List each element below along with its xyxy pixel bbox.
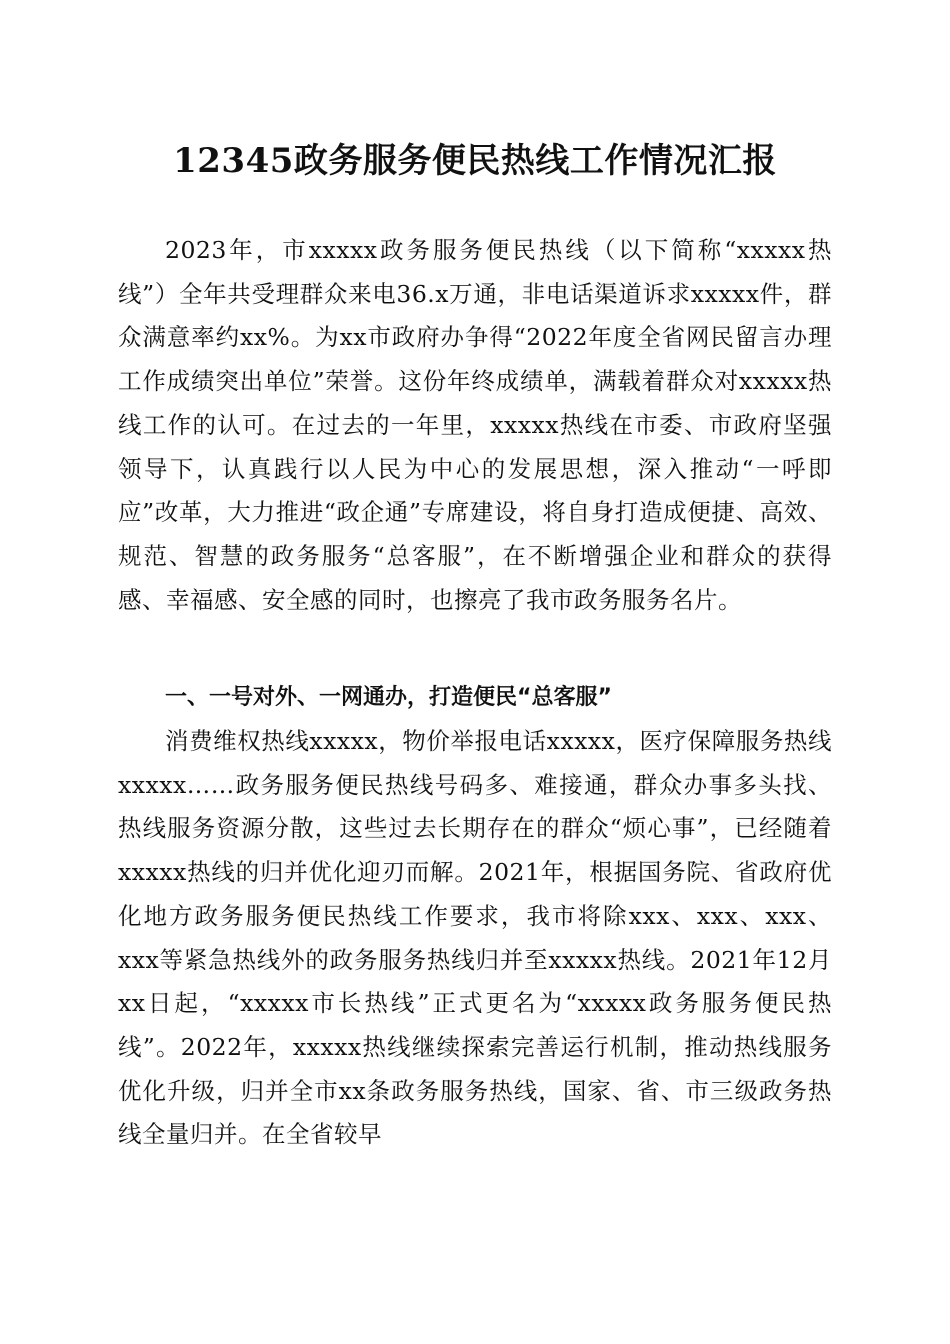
- document-title: 12345政务服务便民热线工作情况汇报: [173, 141, 777, 181]
- paragraph-section-1: 消费维权热线xxxxx，物价举报电话xxxxx，医疗保障服务热线xxxxx……政务服务便民热线号码多、难接通，群众办事多头找、热线服务资源分散，这些过去长期存在的群众“烦心事”，已经随着xxxxx热线的归并优化迎刃而解。2021年，根据国务院、省政府优化地方政务服务便民热线工作要求，我市将除xxx、xxx、xxx、xxx等紧急热线外的政务服务热线归并至xxxxx热线。2021年12月xx日起，“xxxxx市长热线”正式更名为“xxxxx政务服务便民热线”。2022年，xxxxx热线继续探索完善运行机制，推动热线服务优化升级，归并全市xx条政务服务热线，国家、省、市三级政务热线全量归并。在全省较早: [118, 727, 832, 1149]
- paragraph-intro: 2023年，市xxxxx政务服务便民热线（以下简称“xxxxx热线”）全年共受理群众来电36.x万通，非电话渠道诉求xxxxx件，群众满意率约xx%。为xx市政府办争得“2022年度全省网民留言办理工作成绩突出单位”荣誉。这份年终成绩单，满载着群众对xxxxx热线工作的认可。在过去的一年里，xxxxx热线在市委、市政府坚强领导下，认真践行以人民为中心的发展思想，深入推动“一呼即应”改革，大力推进“政企通”专席建设，将自身打造成便捷、高效、规范、智慧的政务服务“总客服”，在不断增强企业和群众的获得感、幸福感、安全感的同时，也擦亮了我市政务服务名片。: [118, 236, 832, 614]
- section-heading-1: 一、一号对外、一网通办，打造便民“总客服”: [165, 685, 612, 710]
